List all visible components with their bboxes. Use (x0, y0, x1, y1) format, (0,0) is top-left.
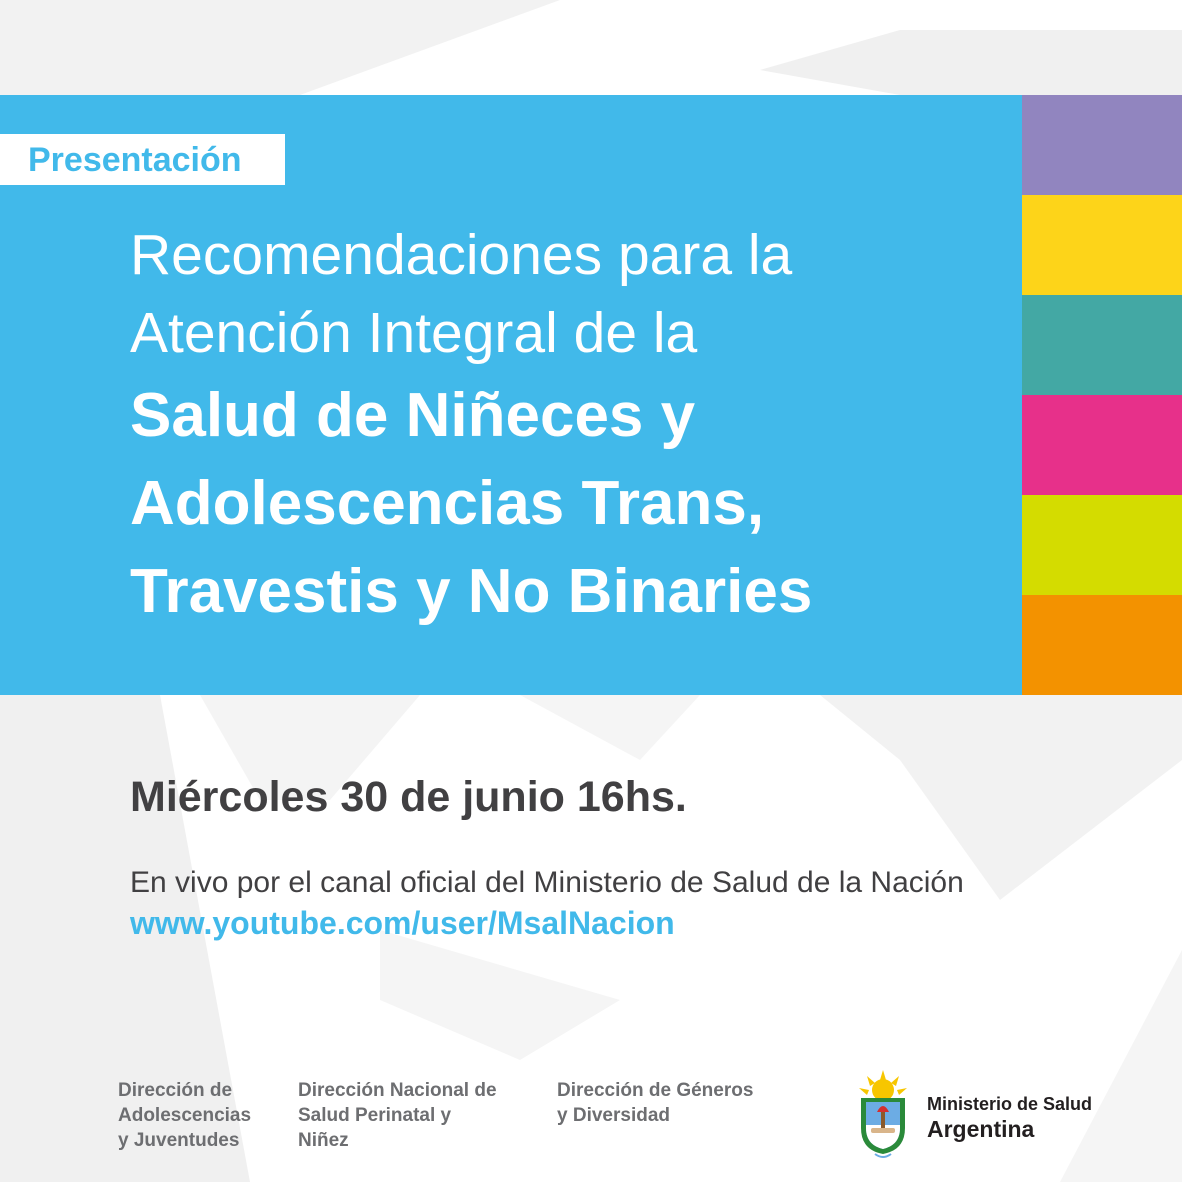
stripe-orange (1022, 595, 1182, 695)
stripe-yellow (1022, 195, 1182, 295)
stripe-magenta (1022, 395, 1182, 495)
presentation-tag: Presentación (0, 134, 285, 185)
youtube-link[interactable]: www.youtube.com/user/MsalNacion (130, 905, 675, 941)
title-line-2: Adolescencias Trans, (130, 469, 765, 538)
organizer-line: Dirección de (118, 1080, 233, 1101)
event-date: Miércoles 30 de junio 16hs. (130, 773, 687, 821)
organizer-line: Salud Perinatal y (298, 1105, 452, 1126)
organizer-line: Adolescencias (118, 1105, 252, 1126)
organizer-line: Niñez (298, 1130, 349, 1151)
ministry-logo (927, 1093, 1092, 1143)
title-intro-line-1: Recomendaciones para la (130, 223, 793, 287)
organizer-line: y Juventudes (118, 1130, 240, 1151)
page-title (130, 372, 1020, 636)
stripe-violet (1022, 95, 1182, 195)
title-intro (130, 216, 1010, 372)
organizer-line: Dirección Nacional de (298, 1080, 497, 1101)
stripe-teal (1022, 295, 1182, 395)
ministry-country: Argentina (927, 1116, 1035, 1142)
color-stripes (1022, 95, 1182, 695)
event-description: En vivo por el canal oficial del Ministerio de Salud de la Nación (130, 866, 964, 899)
organizer-perinatal (298, 1078, 497, 1153)
stripe-lime (1022, 495, 1182, 595)
title-line-1: Salud de Niñeces y (130, 381, 696, 450)
organizer-generos (557, 1078, 753, 1128)
organizer-adolescencias (118, 1078, 251, 1153)
ministry-name: Ministerio de Salud (927, 1094, 1093, 1114)
title-intro-line-2: Atención Integral de la (130, 301, 698, 365)
organizer-line: Dirección de Géneros (557, 1080, 754, 1101)
argentina-coat-of-arms-icon (853, 1068, 913, 1160)
organizer-line: y Diversidad (557, 1105, 670, 1126)
title-line-3: Travestis y No Binaries (130, 557, 813, 626)
